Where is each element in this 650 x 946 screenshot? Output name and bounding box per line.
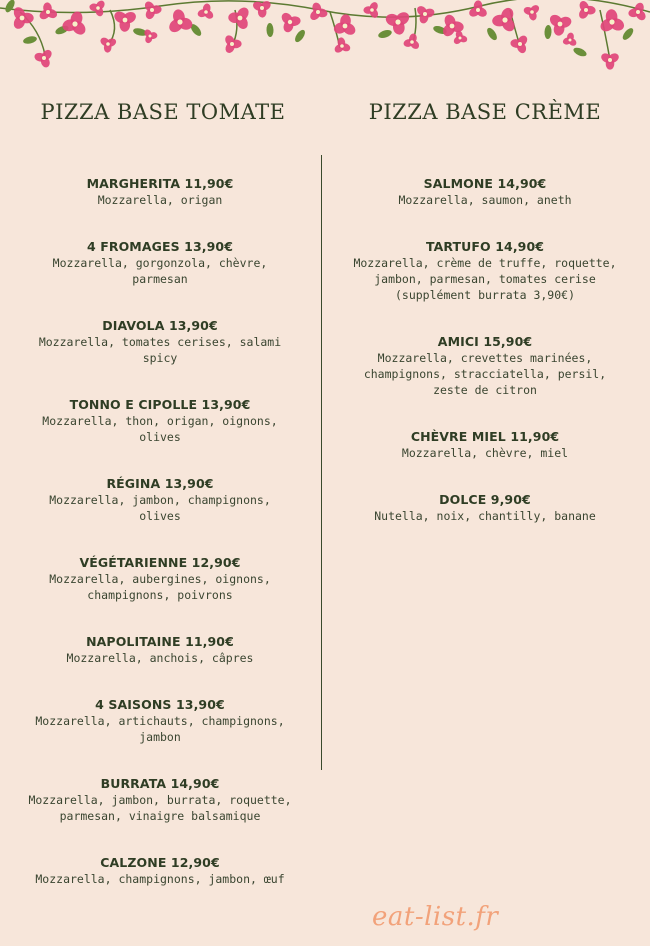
- leaf-shape: [485, 26, 499, 42]
- item-description: Mozzarella, anchois, câpres: [66, 651, 254, 665]
- column-divider: [321, 155, 322, 770]
- menu-item: [325, 492, 645, 524]
- flower-shape: [99, 36, 118, 53]
- menu-item: [0, 697, 320, 745]
- leaf-shape: [572, 46, 588, 58]
- menu-item: [0, 397, 320, 445]
- menu-item: [325, 334, 645, 398]
- item-name: VÉGÉTARIENNE 12,90€: [79, 555, 241, 570]
- item-description: Mozzarella, jambon, burrata, roquette, parmesan, vinaigre balsamique: [28, 793, 292, 823]
- menu-item: [325, 239, 645, 303]
- menu-item: [0, 855, 320, 887]
- item-name: AMICI 15,90€: [437, 334, 533, 349]
- item-name: RÉGINA 13,90€: [106, 476, 214, 491]
- flower-shape: [510, 34, 529, 55]
- item-description: Mozzarella, aubergines, oignons, champignons, poivrons: [49, 572, 271, 602]
- item-name: SALMONE 14,90€: [423, 176, 547, 191]
- flower-shape: [89, 0, 107, 17]
- item-description: Mozzarella, tomates cerises, salami spicy: [38, 335, 282, 365]
- item-description: Nutella, noix, chantilly, banane: [374, 509, 596, 523]
- flower-shape: [279, 11, 301, 34]
- item-name: DIAVOLA 13,90€: [102, 318, 218, 333]
- item-name: DOLCE 9,90€: [439, 492, 531, 507]
- flower-shape: [167, 8, 194, 35]
- menu-item: [0, 239, 320, 287]
- flower-shape: [600, 51, 621, 69]
- leaf-shape: [293, 28, 307, 43]
- item-description: Mozzarella, crevettes marinées, champignons, stracciatella, persil, zeste de citron: [363, 351, 607, 397]
- leaf-shape: [621, 26, 635, 41]
- menu-item: [325, 176, 645, 208]
- menu-item: [0, 776, 320, 824]
- menu-item: [325, 429, 645, 461]
- flower-shape: [143, 28, 158, 44]
- menu-item: [0, 476, 320, 524]
- item-description: Mozzarella, saumon, aneth: [398, 193, 572, 207]
- item-name: BURRATA 14,90€: [100, 776, 220, 791]
- menu-item: [0, 555, 320, 603]
- item-name: TONNO E CIPOLLE 13,90€: [69, 397, 251, 412]
- flower-shape: [333, 37, 352, 55]
- floral-decoration: [0, 0, 650, 80]
- flower-shape: [452, 30, 468, 46]
- flower-shape: [143, 0, 162, 21]
- flower-shape: [223, 34, 241, 55]
- menu-item: [0, 176, 320, 208]
- item-name: 4 SAISONS 13,90€: [95, 697, 225, 712]
- leaf-shape: [377, 29, 392, 40]
- leaf-shape: [544, 25, 552, 39]
- item-name: NAPOLITAINE 11,90€: [86, 634, 234, 649]
- flower-shape: [228, 5, 251, 31]
- item-description: Mozzarella, jambon, champignons, olives: [49, 493, 271, 523]
- flower-shape: [61, 10, 88, 37]
- menu-item: [0, 634, 320, 666]
- item-name: MARGHERITA 11,90€: [86, 176, 234, 191]
- menu-item: [0, 318, 320, 366]
- flower-shape: [197, 3, 215, 21]
- item-description: Mozzarella, chèvre, miel: [401, 446, 569, 460]
- flower-shape: [628, 2, 648, 23]
- leaf-shape: [22, 35, 37, 45]
- item-description: Mozzarella, origan: [97, 193, 223, 207]
- item-description: Mozzarella, thon, origan, oignons, olives: [42, 414, 278, 444]
- flower-shape: [415, 4, 435, 24]
- flower-shape: [468, 0, 489, 18]
- flower-shape: [12, 5, 34, 31]
- column-title-tomate: PIZZA BASE TOMATE: [40, 100, 286, 124]
- flower-shape: [112, 9, 138, 32]
- item-name: CALZONE 12,90€: [100, 855, 220, 870]
- column-title-creme: PIZZA BASE CRÈME: [368, 100, 602, 124]
- item-description: Mozzarella, gorgonzola, chèvre, parmesan: [52, 256, 268, 286]
- item-name: 4 FROMAGES 13,90€: [86, 239, 234, 254]
- flower-shape: [577, 0, 596, 20]
- item-name: CHÈVRE MIEL 11,90€: [410, 429, 560, 444]
- flower-shape: [403, 33, 421, 51]
- item-description: Mozzarella, crème de truffe, roquette, jambon, parmesan, tomates cerise (supplément burrata 3,90€): [353, 256, 617, 302]
- site-watermark: eat-list.fr: [372, 902, 499, 932]
- leaf-shape: [266, 23, 273, 37]
- flower-shape: [492, 6, 518, 34]
- item-name: TARTUFO 14,90€: [425, 239, 545, 254]
- flower-shape: [562, 32, 578, 47]
- flower-shape: [523, 3, 541, 21]
- item-description: Mozzarella, champignons, jambon, œuf: [35, 872, 285, 886]
- flower-shape: [308, 1, 328, 22]
- item-description: Mozzarella, artichauts, champignons, jambon: [35, 714, 285, 744]
